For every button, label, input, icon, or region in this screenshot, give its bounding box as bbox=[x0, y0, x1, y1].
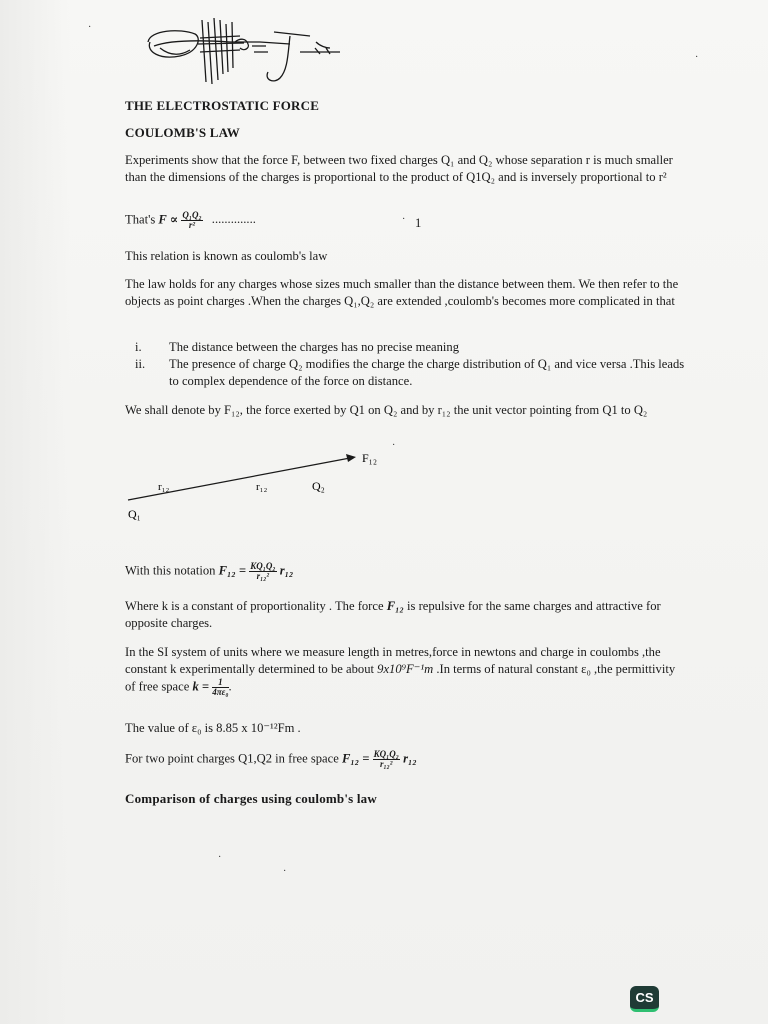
fraction-one-over-4pi-eps0 bbox=[212, 678, 228, 697]
scan-speck: · bbox=[218, 852, 222, 863]
label-q2: Q₂ bbox=[312, 479, 325, 493]
scan-speck: · bbox=[695, 52, 699, 63]
scan-speck: · bbox=[88, 22, 92, 33]
paragraph-si-units bbox=[125, 644, 685, 697]
handwritten-signature bbox=[140, 12, 350, 92]
document-title: THE ELECTROSTATIC FORCE bbox=[125, 98, 320, 113]
label-f12: F₁₂ bbox=[362, 451, 378, 465]
paragraph-intro: Experiments show that the force F, between two fixed charges Q₁ and Q₂ whose separation r is much smaller than the dimensions of the charges is proportional to the product of Q1Q₂ and is inversely proportional to r² bbox=[125, 153, 673, 184]
si-text-2: .In terms of natural constant ε₀ ,the permittivity of free space bbox=[125, 662, 676, 694]
list-item bbox=[125, 356, 685, 390]
scan-shadow bbox=[0, 0, 70, 1024]
document-subtitle: COULOMB'S LAW bbox=[125, 125, 240, 140]
paragraph-eps0-value: The value of ε₀ is 8.85 x 10⁻¹²Fm . bbox=[125, 721, 301, 735]
unit-vector-r12: r₁₂ bbox=[403, 751, 417, 766]
fraction-numerator: Q₁Q₂ bbox=[182, 210, 202, 220]
section-heading-comparison: Comparison of charges using coulomb's law bbox=[125, 791, 377, 806]
list-item bbox=[125, 339, 685, 356]
dotted-leader: .............. bbox=[211, 212, 256, 227]
label-r12-middle: r₁₂ bbox=[256, 481, 268, 493]
arrow-head-icon bbox=[346, 454, 356, 462]
complications-list bbox=[125, 339, 685, 390]
fraction-denominator: 4πε₀ bbox=[212, 687, 229, 697]
fraction-q1q2-r2 bbox=[181, 211, 202, 230]
paragraph-notation: We shall denote by F₁₂, the force exerted by Q1 on Q₂ and by r₁₂ the unit vector pointing from Q1 to Q₂ bbox=[125, 403, 648, 417]
force-diagram bbox=[118, 432, 418, 532]
scan-speck: · bbox=[392, 440, 396, 451]
fraction-denominator: r₁₂² bbox=[380, 759, 393, 769]
f12-equals: F₁₂ = bbox=[218, 563, 247, 578]
list-marker: i. bbox=[135, 340, 142, 354]
si-text-1: In the SI system of units where we measure length in metres,force in newtons and charge in coulombs ,the constant k experimentally determined to be about bbox=[125, 645, 661, 676]
fraction-numerator: KQ₁Q₂ bbox=[250, 561, 276, 571]
constant-text-1: Where k is a constant of proportionality . The force bbox=[125, 599, 387, 613]
fraction-denominator: r² bbox=[188, 220, 196, 230]
thats-prefix: That's bbox=[125, 212, 159, 227]
notation-prefix: With this notation bbox=[125, 563, 219, 578]
k-equals: k = bbox=[192, 679, 210, 694]
paragraph-relation: This relation is known as coulomb's law bbox=[125, 249, 328, 263]
fraction-numerator: KQ₁Q₂ bbox=[373, 749, 399, 759]
notation-formula-line bbox=[125, 562, 685, 581]
paragraph-point-charges: The law holds for any charges whose sizes much smaller than the distance between them. We then refer to the objects as point charges .When the charges Q₁,Q₂ are extended ,coulomb's becomes more complicated in that bbox=[125, 277, 679, 308]
fraction-kq1q2-r12 bbox=[373, 750, 400, 769]
k-value: 9x10⁹F⁻¹m bbox=[377, 662, 434, 676]
period: . bbox=[228, 679, 232, 694]
free-space-formula-line bbox=[125, 750, 685, 769]
fraction-kq1q2-r12 bbox=[249, 562, 276, 581]
scan-speck: · bbox=[402, 214, 406, 225]
list-marker: ii. bbox=[135, 357, 146, 371]
constant-text-2: is repulsive for the same charges and attractive for opposite charges. bbox=[125, 599, 661, 630]
label-q1: Q₁ bbox=[128, 507, 141, 521]
free-space-prefix: For two point charges Q1,Q2 in free space bbox=[125, 751, 342, 766]
f12-symbol: F₁₂ bbox=[386, 599, 404, 613]
fraction-numerator: 1 bbox=[212, 678, 228, 688]
camscanner-badge: CS bbox=[630, 986, 659, 1012]
f-proportional: F ∝ bbox=[158, 212, 179, 227]
paragraph-constant bbox=[125, 598, 685, 632]
list-text: The distance between the charges has no precise meaning bbox=[169, 340, 460, 354]
label-r12-left: r₁₂ bbox=[158, 481, 170, 493]
equation-number: 1 bbox=[415, 216, 422, 230]
scan-speck: · bbox=[283, 866, 287, 877]
f12-equals: F₁₂ = bbox=[341, 751, 370, 766]
list-text: The presence of charge Q₂ modifies the charge the charge distribution of Q₁ and vice versa .This leads to complex dependence of the force on distance. bbox=[169, 357, 685, 388]
unit-vector-r12: r₁₂ bbox=[279, 563, 294, 578]
fraction-denominator: r₁₂² bbox=[256, 571, 270, 581]
